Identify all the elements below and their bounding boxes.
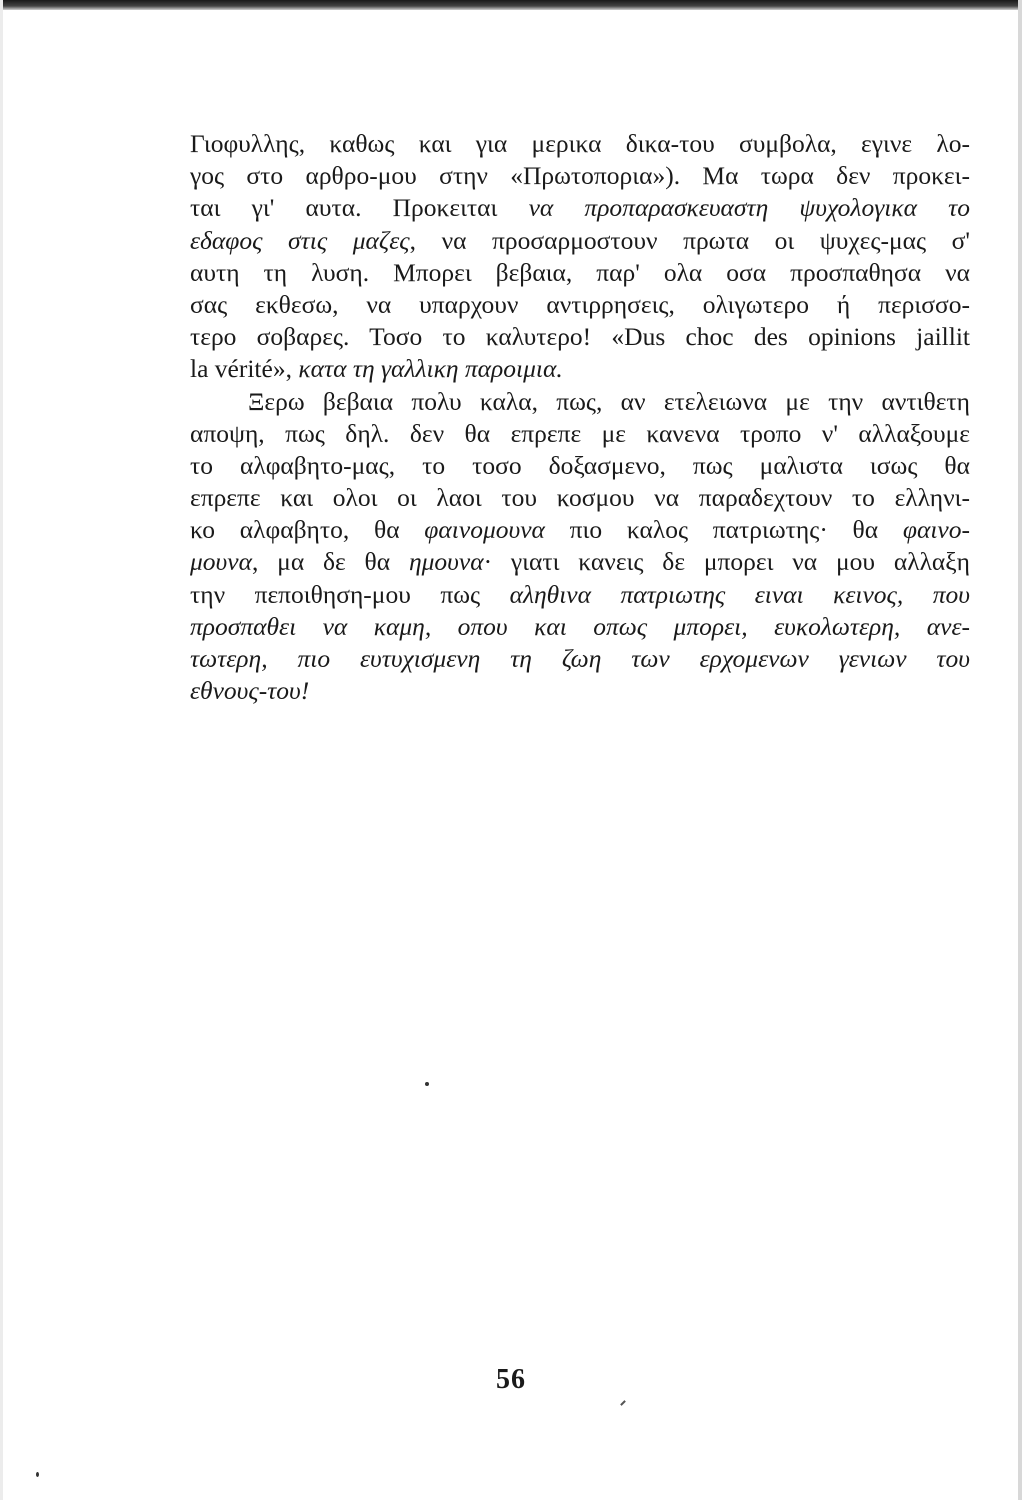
- text-line: [190, 643, 970, 675]
- text-run: την πεποιθηση-μου πως: [190, 579, 510, 609]
- text-run: , μα δε θα: [251, 547, 409, 577]
- text-run: , να προσαρμοστουν πρωτα οι ψυχες-μας σ': [409, 225, 970, 255]
- italic-text-run: εθνους-του!: [190, 676, 310, 706]
- text-line: [190, 675, 970, 707]
- text-line: [190, 289, 970, 321]
- text-run: ται γι' αυτα. Προκειται: [190, 193, 529, 223]
- scan-mark: [620, 1400, 626, 1406]
- scan-right-edge: [1018, 0, 1022, 1500]
- italic-text-run: να προπαρασκευαστη ψυχολογικα το: [528, 193, 970, 223]
- text-line: [190, 482, 970, 514]
- italic-text-run: φαινομουνα: [424, 515, 545, 545]
- text-run: σας εκθεσω, να υπαρχουν αντιρρησεις, ολιγωτερο ή περισσο-: [190, 289, 970, 319]
- text-run: το αλφαβητο-μας, το τοσο δοξασμενο, πως μαλιστα ισως θα: [190, 450, 970, 480]
- text-run: Ξερω βεβαια πολυ καλα, πως, αν ετελειωνα με την αντιθετη: [248, 386, 970, 416]
- scan-speck: [425, 1082, 429, 1086]
- text-line: [190, 450, 970, 482]
- text-line: [190, 353, 970, 385]
- page-number: 56: [496, 1364, 526, 1395]
- italic-text-run: τωτερη, πιο ευτυχισμενη τη ζωη των ερχομενων γενιων του: [190, 644, 970, 673]
- text-line: [190, 386, 970, 418]
- scan-top-edge: [0, 0, 1022, 10]
- text-run: τερο σοβαρες. Τοσο το καλυτερο! «Dus choc des opinions jaillit: [190, 322, 970, 352]
- scan-speck: [36, 1472, 39, 1477]
- text-line: [190, 128, 970, 160]
- text-line: [190, 321, 970, 353]
- text-run: επρεπε και ολοι οι λαοι του κοσμου να παραδεχτουν το ελληνι-: [190, 483, 970, 513]
- text-run: Γιοφυλλης, καθως και για μερικα δικα-του συμβολα, εγινε λο-: [190, 129, 970, 158]
- italic-text-run: προσπαθει να καμη, οπου και οπως μπορει, ευκολωτερη, ανε-: [190, 611, 970, 641]
- italic-text-run: ημουνα: [408, 547, 484, 577]
- text-line: [190, 225, 970, 257]
- text-run: la vérité»,: [190, 354, 299, 384]
- text-run: · γιατι κανεις δε μπορει να μου αλλαξη: [483, 547, 970, 577]
- italic-text-run: κατα τη γαλλικη παροιμια.: [298, 354, 563, 384]
- scan-left-edge: [0, 0, 3, 1500]
- text-line: [190, 192, 970, 224]
- text-run: αυτη τη λυση. Μπορει βεβαια, παρ' ολα οσα προσπαθησα να: [190, 257, 970, 287]
- text-line: [190, 418, 970, 450]
- text-run: κο αλφαβητο, θα: [190, 515, 425, 545]
- text-line: [190, 546, 970, 578]
- italic-text-run: μουνα: [190, 547, 252, 577]
- italic-text-run: εδαφος στις μαζες: [190, 225, 410, 255]
- text-line: [190, 611, 970, 643]
- italic-text-run: αληθινα πατριωτης ειναι κεινος, που: [509, 579, 971, 609]
- body-text: [190, 128, 970, 707]
- text-run: αποψη, πως δηλ. δεν θα επρεπε με κανενα τροπο ν' αλλαξουμε: [190, 418, 970, 448]
- text-line: [190, 257, 970, 289]
- text-line: [190, 160, 970, 192]
- text-line: [190, 514, 970, 546]
- text-line: [190, 579, 970, 611]
- italic-text-run: φαινο-: [902, 515, 970, 545]
- text-run: γος στο αρθρο-μου στην «Πρωτοπορια»). Μα τωρα δεν προκει-: [190, 161, 970, 191]
- text-run: πιο καλος πατριωτης· θα: [544, 515, 903, 545]
